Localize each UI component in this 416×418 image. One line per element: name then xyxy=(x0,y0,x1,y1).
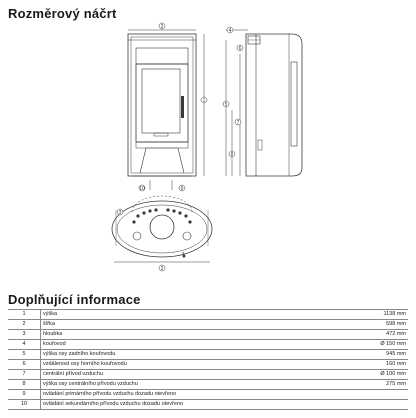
table-row: 10 ovládání sekundárního přívodu vzduchu dozadu otevřeno xyxy=(8,400,408,410)
table-row: 2 šířka 598 mm xyxy=(8,320,408,330)
table-row: 8 výška osy centrálního přívodu vzduchu 275 mm xyxy=(8,380,408,390)
table-row: 5 výška osy zadního kouřovodu 945 mm xyxy=(8,350,408,360)
callout-1: 1 xyxy=(202,97,206,104)
table-row: 6 vzdálenost osy horního kouřovodu 160 mm xyxy=(8,360,408,370)
table-row: 1 výška 1138 mm xyxy=(8,310,408,320)
table-row: 7 centrální přívod vzduchu Ø 100 mm xyxy=(8,370,408,380)
callout-3: 3 xyxy=(118,209,122,216)
callout-9: 9 xyxy=(180,185,184,192)
page-title: Rozměrový náčrt xyxy=(8,6,117,21)
callout-10: 10 xyxy=(139,185,145,192)
callout-7: 7 xyxy=(236,119,240,126)
callout-2-top: 2 xyxy=(160,265,164,272)
callout-6: 6 xyxy=(238,45,242,52)
side-view xyxy=(226,27,302,176)
front-view xyxy=(128,30,204,190)
info-table xyxy=(8,309,408,410)
callout-5: 5 xyxy=(224,101,228,108)
callout-2-front: 2 xyxy=(160,23,164,30)
callout-8: 8 xyxy=(230,151,234,158)
table-row: 3 hloubka 472 mm xyxy=(8,330,408,340)
table-row: 4 kouřovod Ø 150 mm xyxy=(8,340,408,350)
top-view xyxy=(112,196,212,262)
table-row: 9 ovládání primárního přívodu vzduchu dozadu otevřeno xyxy=(8,390,408,400)
section-title: Doplňující informace xyxy=(8,292,141,307)
callout-4: 4 xyxy=(228,27,232,34)
air-holes xyxy=(132,208,191,257)
